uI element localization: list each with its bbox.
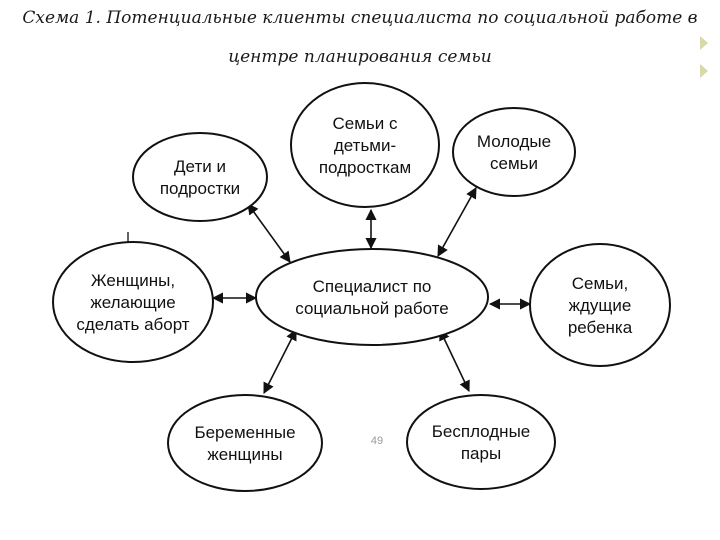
node-label-women-abortion-line-3: сделать аборт (76, 315, 190, 334)
node-center (256, 249, 488, 345)
node-label-families-with-teens-line-2: детьми- (333, 136, 397, 155)
node-label-families-with-teens-line-3: подросткам (318, 158, 412, 177)
node-infertile-couples (407, 395, 555, 489)
node-label-expecting-families-line-2: ждущие (568, 296, 632, 315)
node-women-abortion (53, 242, 213, 362)
diagram-title-line-1: Схема 1. Потенциальные клиенты специалиста по социальной работе в (22, 8, 698, 28)
node-label-expecting-families-line-3: ребенка (567, 318, 633, 337)
arrow-center-young-families (438, 188, 476, 256)
nav-next-icon[interactable] (700, 36, 708, 50)
node-label-infertile-couples-line-1: Бесплодные (431, 422, 531, 441)
arrow-center-infertile-couples (440, 330, 469, 391)
node-ellipse-center (256, 249, 488, 345)
node-label-expecting-families-line-1: Семьи, (571, 274, 629, 293)
node-expecting-families (530, 244, 670, 366)
diagram-title-line-2: центре планирования семьи (228, 47, 492, 67)
node-ellipse-young-families (453, 108, 575, 196)
node-label-center-line-2: социальной работе (295, 299, 449, 318)
node-label-infertile-couples-line-2: пары (460, 444, 502, 463)
node-ellipse-pregnant-women (168, 395, 322, 491)
node-label-pregnant-women-line-2: женщины (207, 445, 283, 464)
node-ellipse-infertile-couples (407, 395, 555, 489)
arrow-center-children-teens (248, 204, 290, 262)
node-label-young-families-line-2: семьи (490, 154, 538, 173)
node-label-women-abortion-line-1: Женщины, (90, 271, 176, 290)
node-young-families (453, 108, 575, 196)
node-label-children-teens-line-1: Дети и (174, 157, 226, 176)
nav-next-icon-secondary[interactable] (700, 64, 708, 78)
node-label-center-line-1: Специалист по (312, 277, 432, 296)
node-pregnant-women (168, 395, 322, 491)
node-label-pregnant-women-line-1: Беременные (194, 423, 296, 442)
diagram-nodes (53, 83, 670, 491)
node-label-women-abortion-line-2: желающие (90, 293, 176, 312)
node-label-children-teens-line-2: подростки (159, 179, 241, 198)
node-label-young-families-line-1: Молодые (476, 132, 552, 151)
arrow-center-pregnant-women (264, 330, 296, 393)
node-families-with-teens (291, 83, 439, 207)
node-children-teens (133, 133, 267, 221)
node-ellipse-children-teens (133, 133, 267, 221)
node-label-families-with-teens-line-1: Семьи с (332, 114, 398, 133)
page-number: 49 (370, 435, 384, 447)
